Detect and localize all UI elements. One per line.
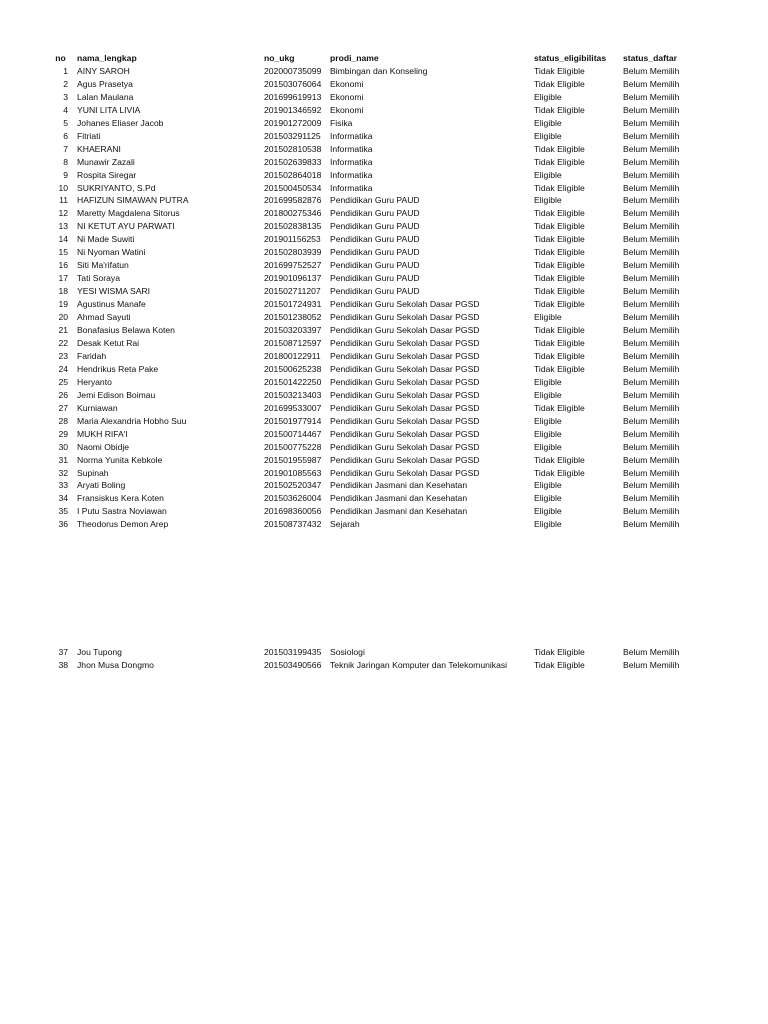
- cell-prodi-name: Pendidikan Guru Sekolah Dasar PGSD: [330, 376, 480, 387]
- cell-status-daftar: Belum Memilih: [623, 286, 680, 297]
- cell-nama-lengkap: Rospita Siregar: [77, 169, 137, 180]
- cell-status-daftar: Belum Memilih: [623, 221, 680, 232]
- cell-nama-lengkap: NI KETUT AYU PARWATI: [77, 221, 175, 232]
- cell-status-daftar: Belum Memilih: [623, 506, 680, 517]
- cell-nama-lengkap: AINY SAROH: [77, 65, 130, 76]
- cell-status-eligibilitas: Tidak Eligible: [534, 299, 585, 310]
- cell-no: 38: [58, 659, 68, 670]
- header-status-daftar: status_daftar: [623, 53, 677, 63]
- cell-no: 33: [58, 480, 68, 491]
- cell-status-eligibilitas: Tidak Eligible: [534, 647, 585, 657]
- cell-status-daftar: Belum Memilih: [623, 325, 680, 336]
- cell-no: 19: [58, 299, 68, 310]
- cell-prodi-name: Ekonomi: [330, 104, 364, 115]
- cell-no: 22: [58, 337, 68, 348]
- cell-nama-lengkap: Theodorus Demon Arep: [77, 519, 169, 530]
- table-row: [44, 389, 703, 402]
- cell-status-eligibilitas: Eligible: [534, 376, 562, 387]
- cell-nama-lengkap: Norma Yunita Kebkole: [77, 454, 163, 465]
- cell-prodi-name: Pendidikan Guru PAUD: [330, 195, 420, 206]
- cell-no-ukg: 201508712597: [264, 337, 322, 348]
- cell-status-eligibilitas: Eligible: [534, 169, 562, 180]
- cell-prodi-name: Pendidikan Guru PAUD: [330, 247, 420, 258]
- cell-nama-lengkap: Aryati Boling: [77, 480, 126, 491]
- table-row: [44, 402, 703, 415]
- cell-no: 5: [63, 117, 68, 128]
- cell-nama-lengkap: Agus Prasetya: [77, 78, 133, 89]
- cell-status-daftar: Belum Memilih: [623, 169, 680, 180]
- cell-nama-lengkap: Siti Ma'rifatun: [77, 260, 129, 271]
- cell-status-eligibilitas: Eligible: [534, 480, 562, 491]
- cell-status-eligibilitas: Tidak Eligible: [534, 363, 585, 374]
- cell-status-daftar: Belum Memilih: [623, 312, 680, 323]
- cell-no: 31: [58, 454, 68, 465]
- cell-no-ukg: 201502864018: [264, 169, 322, 180]
- cell-prodi-name: Pendidikan Guru PAUD: [330, 260, 420, 271]
- cell-prodi-name: Ekonomi: [330, 78, 364, 89]
- cell-status-eligibilitas: Tidak Eligible: [534, 156, 585, 167]
- cell-status-daftar: Belum Memilih: [623, 247, 680, 258]
- cell-prodi-name: Ekonomi: [330, 91, 364, 102]
- cell-status-eligibilitas: Eligible: [534, 428, 562, 439]
- cell-status-eligibilitas: Tidak Eligible: [534, 104, 585, 115]
- cell-status-daftar: Belum Memilih: [623, 415, 680, 426]
- cell-nama-lengkap: Faridah: [77, 350, 107, 361]
- cell-nama-lengkap: Maria Alexandria Hobho Suu: [77, 415, 187, 426]
- cell-status-eligibilitas: Tidak Eligible: [534, 286, 585, 297]
- cell-no-ukg: 201503076064: [264, 78, 322, 89]
- cell-status-daftar: Belum Memilih: [623, 104, 680, 115]
- cell-status-eligibilitas: Tidak Eligible: [534, 273, 585, 284]
- cell-prodi-name: Informatika: [330, 156, 373, 167]
- cell-status-eligibilitas: Eligible: [534, 195, 562, 206]
- table-row: [44, 646, 703, 659]
- cell-no-ukg: 201502838135: [264, 221, 322, 232]
- cell-no: 14: [58, 234, 68, 245]
- cell-status-eligibilitas: Tidak Eligible: [534, 325, 585, 336]
- cell-nama-lengkap: Hendrikus Reta Pake: [77, 363, 159, 374]
- cell-status-daftar: Belum Memilih: [623, 78, 680, 89]
- cell-status-daftar: Belum Memilih: [623, 208, 680, 219]
- cell-prodi-name: Pendidikan Guru Sekolah Dasar PGSD: [330, 467, 480, 478]
- cell-nama-lengkap: Agustinus Manafe: [77, 299, 146, 310]
- cell-nama-lengkap: Kurniawan: [77, 402, 118, 413]
- header-no: no: [55, 53, 66, 63]
- cell-status-eligibilitas: Eligible: [534, 493, 562, 504]
- cell-no: 12: [58, 208, 68, 219]
- table-row: [44, 246, 703, 259]
- table-row: [44, 311, 703, 324]
- cell-status-eligibilitas: Eligible: [534, 117, 562, 128]
- cell-no-ukg: 201500714467: [264, 428, 322, 439]
- table-row: [44, 104, 703, 117]
- cell-status-daftar: Belum Memilih: [623, 519, 680, 530]
- cell-no: 1: [63, 65, 68, 76]
- cell-no-ukg: 201501955987: [264, 454, 322, 465]
- cell-prodi-name: Informatika: [330, 182, 373, 193]
- cell-status-daftar: Belum Memilih: [623, 130, 680, 141]
- participants-table: [44, 52, 703, 531]
- cell-status-eligibilitas: Tidak Eligible: [534, 260, 585, 271]
- cell-status-daftar: Belum Memilih: [623, 647, 680, 657]
- cell-status-eligibilitas: Tidak Eligible: [534, 350, 585, 361]
- table-row: [44, 415, 703, 428]
- cell-status-daftar: Belum Memilih: [623, 389, 680, 400]
- header-row: [44, 52, 703, 65]
- header-no-ukg: no_ukg: [264, 53, 295, 63]
- cell-no-ukg: 201501422250: [264, 376, 322, 387]
- cell-status-eligibilitas: Tidak Eligible: [534, 454, 585, 465]
- cell-status-daftar: Belum Memilih: [623, 493, 680, 504]
- cell-status-eligibilitas: Eligible: [534, 441, 562, 452]
- cell-no-ukg: 201699533007: [264, 402, 322, 413]
- table-row: [44, 428, 703, 441]
- cell-no: 27: [58, 402, 68, 413]
- cell-prodi-name: Pendidikan Jasmani dan Kesehatan: [330, 480, 468, 491]
- cell-status-eligibilitas: Tidak Eligible: [534, 208, 585, 219]
- cell-status-eligibilitas: Tidak Eligible: [534, 221, 585, 232]
- cell-no-ukg: 201901156253: [264, 234, 321, 245]
- table-row: [44, 259, 703, 272]
- cell-nama-lengkap: Ni Made Suwiti: [77, 234, 135, 245]
- cell-nama-lengkap: SUKRIYANTO, S.Pd: [77, 182, 156, 193]
- table-row: [44, 143, 703, 156]
- cell-no-ukg: 202000735099: [264, 65, 322, 76]
- cell-prodi-name: Pendidikan Guru Sekolah Dasar PGSD: [330, 299, 480, 310]
- table-row: [44, 298, 703, 311]
- cell-no-ukg: 201503490566: [264, 659, 322, 670]
- cell-status-eligibilitas: Tidak Eligible: [534, 659, 585, 670]
- cell-status-eligibilitas: Eligible: [534, 506, 562, 517]
- table-row: [44, 350, 703, 363]
- cell-no: 15: [58, 247, 68, 258]
- cell-nama-lengkap: Supinah: [77, 467, 109, 478]
- cell-no-ukg: 201502810538: [264, 143, 322, 154]
- cell-nama-lengkap: Munawir Zazali: [77, 156, 135, 167]
- cell-prodi-name: Informatika: [330, 143, 373, 154]
- cell-nama-lengkap: Ni Nyoman Watini: [77, 247, 146, 258]
- cell-status-eligibilitas: Tidak Eligible: [534, 402, 585, 413]
- cell-status-daftar: Belum Memilih: [623, 195, 680, 206]
- cell-no-ukg: 201901346592: [264, 104, 322, 115]
- cell-prodi-name: Pendidikan Guru PAUD: [330, 234, 420, 245]
- cell-no-ukg: 201698360056: [264, 506, 322, 517]
- cell-prodi-name: Pendidikan Guru Sekolah Dasar PGSD: [330, 415, 480, 426]
- cell-status-eligibilitas: Tidak Eligible: [534, 467, 585, 478]
- cell-no-ukg: 201500450534: [264, 182, 322, 193]
- cell-no-ukg: 201503626004: [264, 493, 322, 504]
- cell-nama-lengkap: HAFIZUN SIMAWAN PUTRA: [77, 195, 189, 206]
- cell-nama-lengkap: YUNI LITA LIVIA: [77, 104, 141, 115]
- table-row: [44, 285, 703, 298]
- cell-no: 32: [58, 467, 68, 478]
- cell-status-eligibilitas: Tidak Eligible: [534, 234, 585, 245]
- cell-nama-lengkap: Heryanto: [77, 376, 112, 387]
- cell-prodi-name: Pendidikan Guru PAUD: [330, 273, 420, 284]
- header-status-eligibilitas: status_eligibilitas: [534, 53, 607, 63]
- cell-no: 6: [63, 130, 68, 141]
- table-row: [44, 156, 703, 169]
- cell-no: 35: [58, 506, 68, 517]
- cell-status-daftar: Belum Memilih: [623, 659, 680, 670]
- cell-status-daftar: Belum Memilih: [623, 273, 680, 284]
- header-nama-lengkap: nama_lengkap: [77, 53, 137, 63]
- cell-no: 20: [58, 312, 68, 323]
- table-row: [44, 117, 703, 130]
- cell-no: 36: [58, 519, 68, 530]
- cell-status-daftar: Belum Memilih: [623, 182, 680, 193]
- cell-status-eligibilitas: Tidak Eligible: [534, 78, 585, 89]
- cell-no-ukg: 201500775228: [264, 441, 322, 452]
- cell-no: 10: [58, 182, 68, 193]
- cell-no-ukg: 201699752527: [264, 260, 322, 271]
- cell-status-daftar: Belum Memilih: [623, 65, 680, 76]
- table-row: [44, 467, 703, 480]
- table-row: [44, 169, 703, 182]
- cell-prodi-name: Sejarah: [330, 519, 360, 530]
- cell-status-eligibilitas: Eligible: [534, 91, 562, 102]
- cell-status-daftar: Belum Memilih: [623, 480, 680, 491]
- cell-prodi-name: Sosiologi: [330, 647, 365, 657]
- cell-no-ukg: 201901096137: [264, 273, 322, 284]
- cell-prodi-name: Pendidikan Guru Sekolah Dasar PGSD: [330, 363, 480, 374]
- cell-nama-lengkap: Jemi Edison Boimau: [77, 389, 156, 400]
- cell-no-ukg: 201901085563: [264, 467, 322, 478]
- cell-no-ukg: 201901272009: [264, 117, 322, 128]
- cell-no: 9: [63, 169, 68, 180]
- cell-status-daftar: Belum Memilih: [623, 299, 680, 310]
- participants-table-continued: [44, 646, 703, 672]
- cell-no-ukg: 201500625238: [264, 363, 322, 374]
- cell-no-ukg: 201503203397: [264, 325, 322, 336]
- cell-no-ukg: 201800122911: [264, 350, 321, 361]
- cell-no-ukg: 201800275346: [264, 208, 322, 219]
- cell-status-eligibilitas: Tidak Eligible: [534, 247, 585, 258]
- cell-no: 28: [58, 415, 68, 426]
- cell-status-daftar: Belum Memilih: [623, 350, 680, 361]
- cell-no: 4: [63, 104, 68, 115]
- cell-status-daftar: Belum Memilih: [623, 428, 680, 439]
- cell-no-ukg: 201503291125: [264, 130, 321, 141]
- cell-no: 24: [58, 363, 68, 374]
- cell-prodi-name: Pendidikan Guru Sekolah Dasar PGSD: [330, 402, 480, 413]
- cell-status-daftar: Belum Memilih: [623, 143, 680, 154]
- cell-no: 29: [58, 428, 68, 439]
- cell-prodi-name: Pendidikan Guru Sekolah Dasar PGSD: [330, 312, 480, 323]
- cell-status-eligibilitas: Eligible: [534, 519, 562, 530]
- cell-prodi-name: Informatika: [330, 130, 373, 141]
- cell-no: 25: [58, 376, 68, 387]
- table-row: [44, 194, 703, 207]
- cell-no: 16: [58, 260, 68, 271]
- cell-prodi-name: Pendidikan Guru Sekolah Dasar PGSD: [330, 441, 480, 452]
- cell-no: 30: [58, 441, 68, 452]
- table-row: [44, 492, 703, 505]
- table-row: [44, 441, 703, 454]
- cell-nama-lengkap: Lalan Maulana: [77, 91, 134, 102]
- cell-status-daftar: Belum Memilih: [623, 117, 680, 128]
- cell-no-ukg: 201503213403: [264, 389, 322, 400]
- cell-status-daftar: Belum Memilih: [623, 376, 680, 387]
- table-body: [44, 65, 703, 531]
- cell-nama-lengkap: Bonafasius Belawa Koten: [77, 325, 175, 336]
- cell-status-daftar: Belum Memilih: [623, 91, 680, 102]
- cell-no-ukg: 201501977914: [264, 415, 322, 426]
- cell-nama-lengkap: Fitriati: [77, 130, 101, 141]
- cell-no-ukg: 201699619913: [264, 91, 322, 102]
- cell-nama-lengkap: Ahmad Sayuti: [77, 312, 131, 323]
- table-row: [44, 91, 703, 104]
- cell-no: 13: [58, 221, 68, 232]
- cell-nama-lengkap: Fransiskus Kera Koten: [77, 493, 164, 504]
- cell-no: 18: [58, 286, 68, 297]
- cell-prodi-name: Teknik Jaringan Komputer dan Telekomunikasi: [330, 659, 508, 670]
- cell-status-daftar: Belum Memilih: [623, 260, 680, 271]
- cell-no-ukg: 201502520347: [264, 480, 322, 491]
- cell-status-daftar: Belum Memilih: [623, 402, 680, 413]
- cell-no: 34: [58, 493, 68, 504]
- cell-status-eligibilitas: Eligible: [534, 130, 562, 141]
- cell-prodi-name: Pendidikan Guru PAUD: [330, 286, 420, 297]
- cell-prodi-name: Pendidikan Guru Sekolah Dasar PGSD: [330, 325, 480, 336]
- cell-no-ukg: 201503199435: [264, 647, 322, 657]
- cell-prodi-name: Bimbingan dan Konseling: [330, 65, 428, 76]
- cell-nama-lengkap: Maretty Magdalena Sitorus: [77, 208, 180, 219]
- table-row: [44, 78, 703, 91]
- table-row: [44, 505, 703, 518]
- table-row: [44, 207, 703, 220]
- cell-status-daftar: Belum Memilih: [623, 441, 680, 452]
- cell-no: 17: [58, 273, 68, 284]
- cell-status-daftar: Belum Memilih: [623, 234, 680, 245]
- cell-status-eligibilitas: Tidak Eligible: [534, 143, 585, 154]
- header-prodi-name: prodi_name: [330, 53, 379, 63]
- cell-prodi-name: Pendidikan Guru PAUD: [330, 221, 420, 232]
- cell-status-eligibilitas: Eligible: [534, 415, 562, 426]
- cell-no-ukg: 201502803939: [264, 247, 322, 258]
- cell-nama-lengkap: Tati Soraya: [77, 273, 120, 284]
- cell-no-ukg: 201508737432: [264, 519, 322, 530]
- cell-status-eligibilitas: Tidak Eligible: [534, 337, 585, 348]
- table-row: [44, 337, 703, 350]
- cell-nama-lengkap: KHAERANI: [77, 143, 121, 154]
- cell-no: 21: [58, 325, 68, 336]
- table-body-continued: [44, 646, 703, 672]
- cell-no: 7: [63, 143, 68, 154]
- cell-nama-lengkap: MUKH RIFA'I: [77, 428, 128, 439]
- cell-nama-lengkap: Desak Ketut Rai: [77, 337, 140, 348]
- table-row: [44, 363, 703, 376]
- cell-status-daftar: Belum Memilih: [623, 363, 680, 374]
- table-row: [44, 182, 703, 195]
- cell-status-eligibilitas: Tidak Eligible: [534, 65, 585, 76]
- table-row: [44, 454, 703, 467]
- cell-prodi-name: Pendidikan Guru Sekolah Dasar PGSD: [330, 337, 480, 348]
- cell-prodi-name: Fisika: [330, 117, 353, 128]
- table-row: [44, 659, 703, 672]
- table-row: [44, 272, 703, 285]
- table-row: [44, 130, 703, 143]
- cell-no-ukg: 201502711207: [264, 286, 321, 297]
- cell-nama-lengkap: YESI WISMA SARI: [77, 286, 151, 297]
- cell-prodi-name: Pendidikan Guru Sekolah Dasar PGSD: [330, 428, 480, 439]
- cell-no: 3: [63, 91, 68, 102]
- table-row: [44, 518, 703, 531]
- table-row: [44, 376, 703, 389]
- cell-status-daftar: Belum Memilih: [623, 337, 680, 348]
- cell-no: 8: [63, 156, 68, 167]
- cell-no-ukg: 201502639833: [264, 156, 322, 167]
- cell-prodi-name: Pendidikan Guru PAUD: [330, 208, 420, 219]
- cell-status-daftar: Belum Memilih: [623, 156, 680, 167]
- cell-nama-lengkap: I Putu Sastra Noviawan: [77, 506, 167, 517]
- cell-nama-lengkap: Johanes Eliaser Jacob: [77, 117, 164, 128]
- cell-status-eligibilitas: Eligible: [534, 389, 562, 400]
- cell-status-daftar: Belum Memilih: [623, 467, 680, 478]
- cell-status-eligibilitas: Tidak Eligible: [534, 182, 585, 193]
- cell-no: 26: [58, 389, 68, 400]
- cell-status-eligibilitas: Eligible: [534, 312, 562, 323]
- cell-nama-lengkap: Jhon Musa Dongmo: [77, 659, 154, 670]
- cell-no: 11: [59, 195, 68, 206]
- cell-no-ukg: 201501238052: [264, 312, 322, 323]
- cell-nama-lengkap: Jou Tupong: [77, 647, 122, 657]
- table-row: [44, 233, 703, 246]
- cell-prodi-name: Pendidikan Guru Sekolah Dasar PGSD: [330, 389, 480, 400]
- table-row: [44, 324, 703, 337]
- cell-prodi-name: Pendidikan Guru Sekolah Dasar PGSD: [330, 350, 480, 361]
- cell-no: 2: [63, 78, 68, 89]
- cell-prodi-name: Pendidikan Jasmani dan Kesehatan: [330, 506, 468, 517]
- table-row: [44, 220, 703, 233]
- cell-prodi-name: Pendidikan Guru Sekolah Dasar PGSD: [330, 454, 480, 465]
- table-row: [44, 65, 703, 78]
- cell-no-ukg: 201501724931: [264, 299, 322, 310]
- table-row: [44, 479, 703, 492]
- cell-no: 23: [58, 350, 68, 361]
- cell-nama-lengkap: Naomi Obidje: [77, 441, 130, 452]
- cell-prodi-name: Informatika: [330, 169, 373, 180]
- cell-no-ukg: 201699582876: [264, 195, 322, 206]
- cell-no: 37: [58, 647, 68, 657]
- cell-status-daftar: Belum Memilih: [623, 454, 680, 465]
- cell-prodi-name: Pendidikan Jasmani dan Kesehatan: [330, 493, 468, 504]
